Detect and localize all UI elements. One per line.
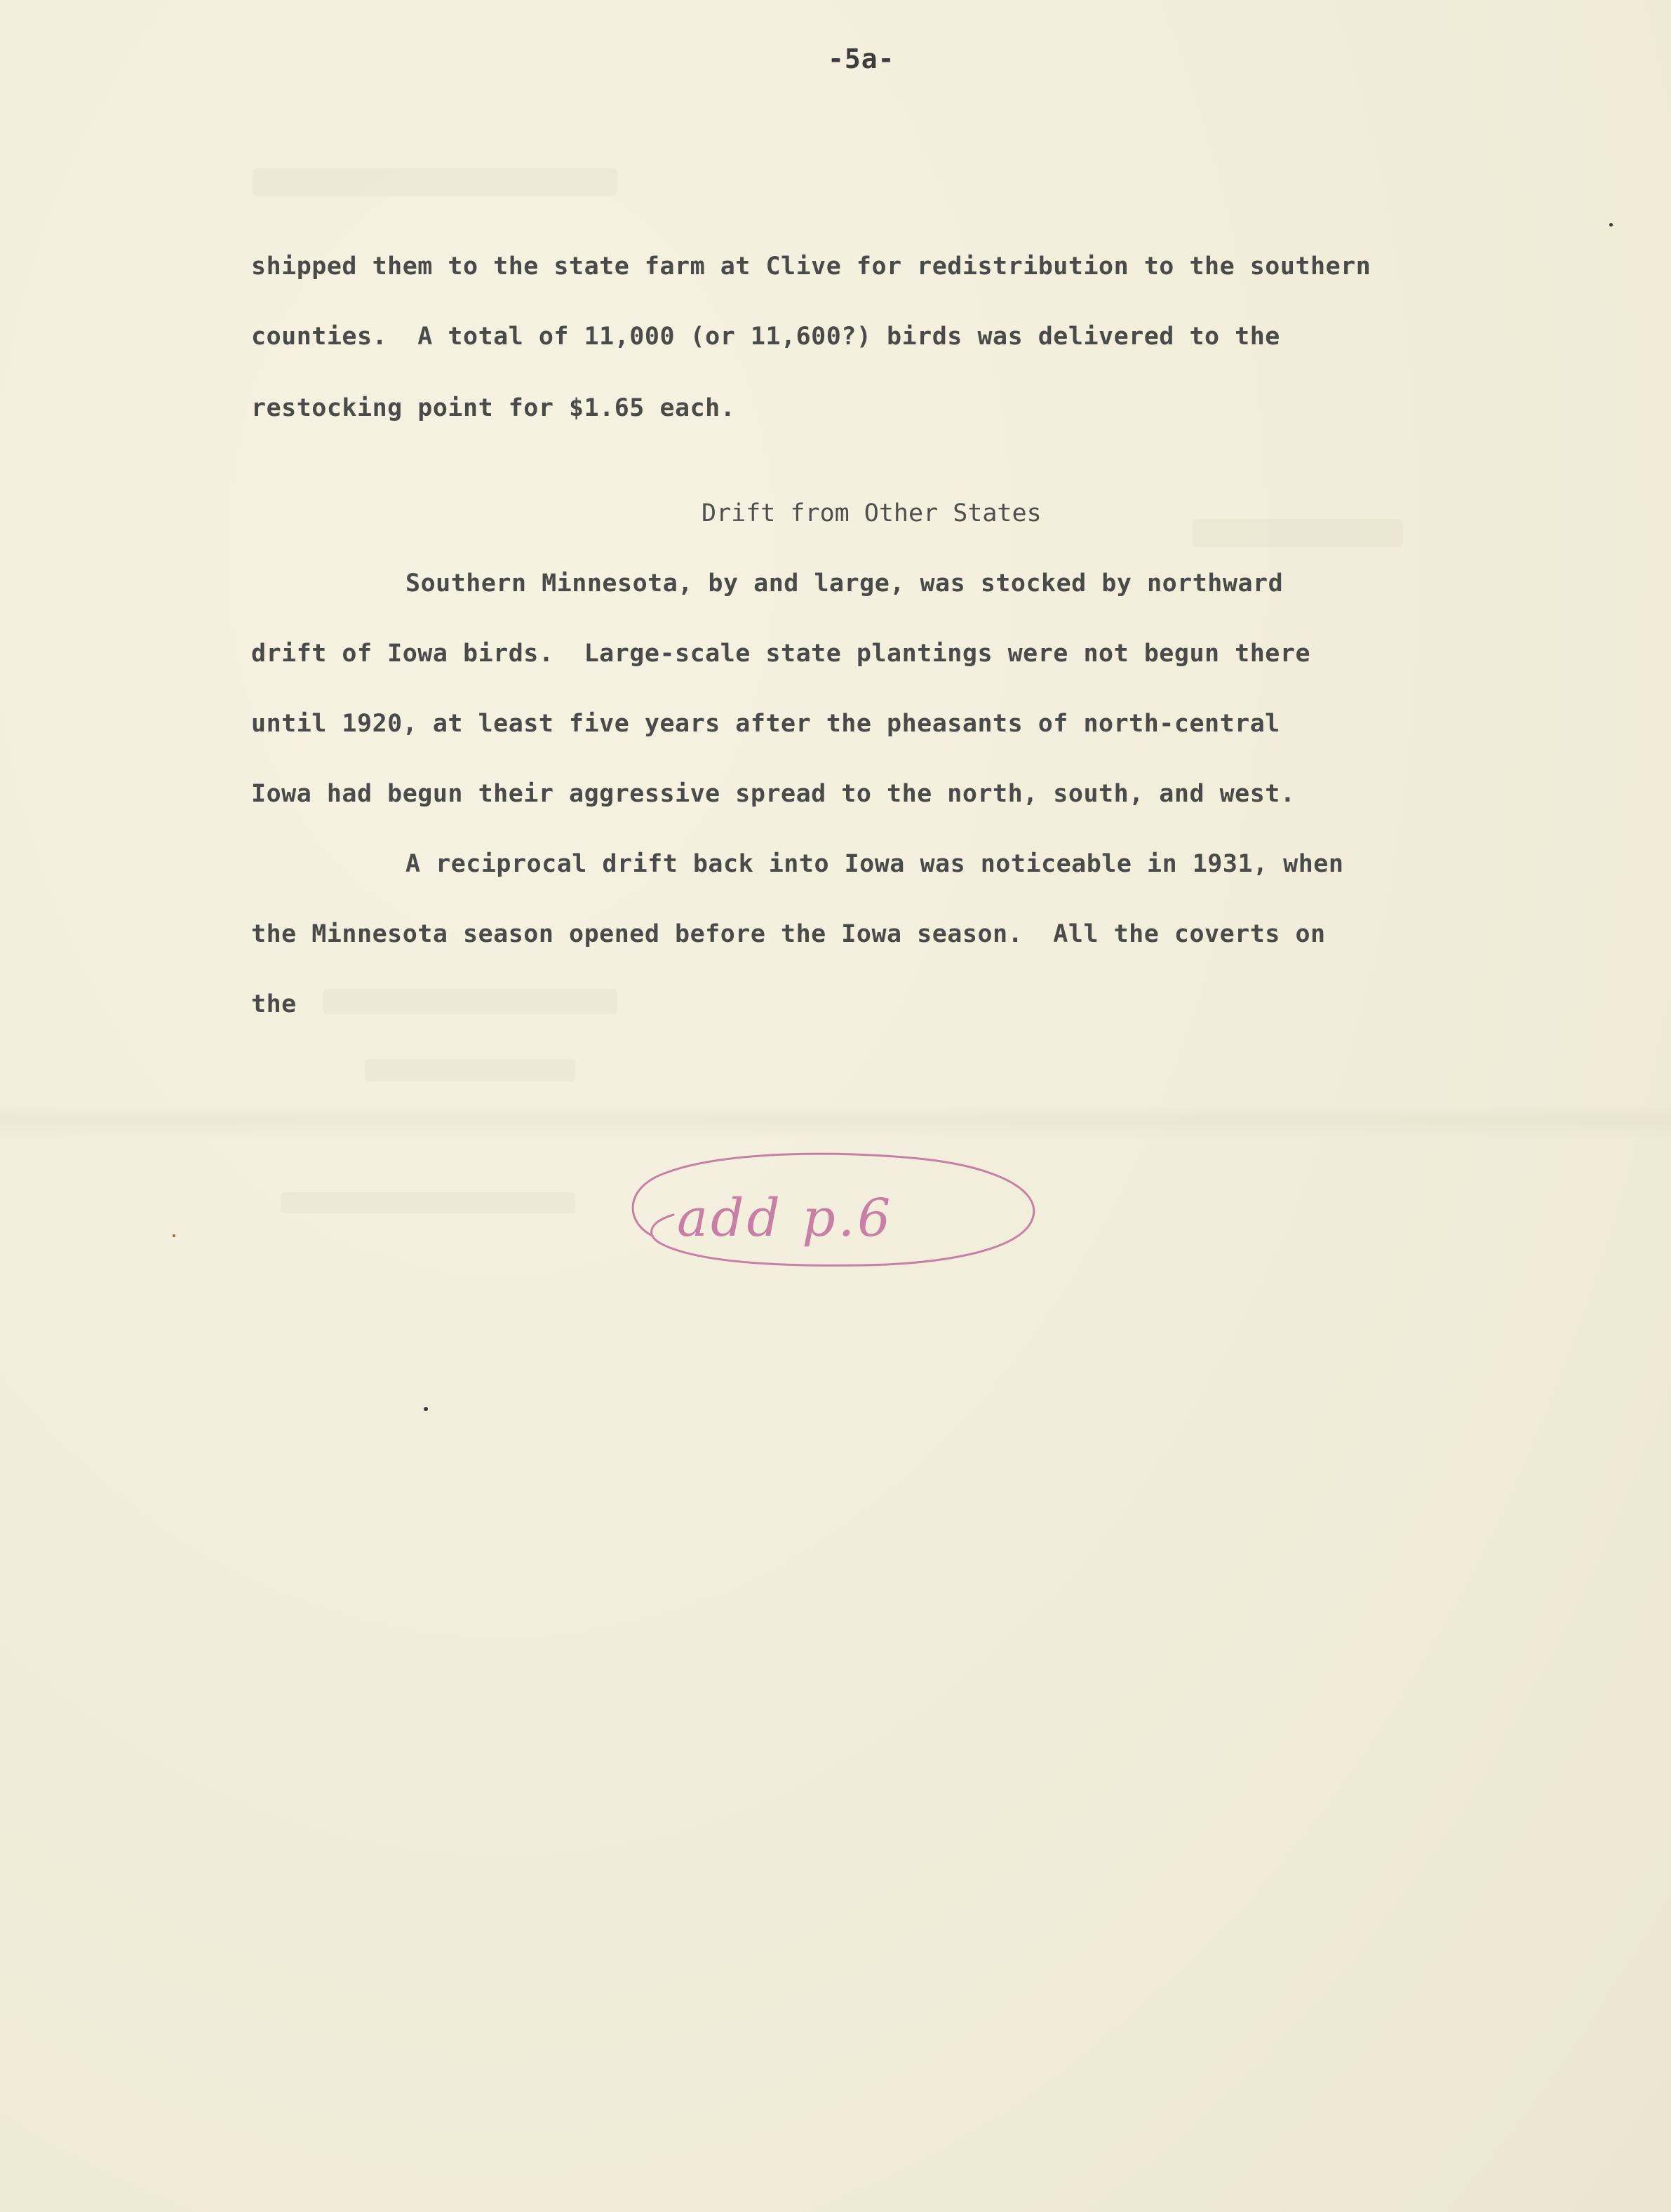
text-line: restocking point for $1.65 each. <box>251 394 736 422</box>
bleed-through-mark <box>1193 519 1403 547</box>
bleed-through-mark <box>281 1192 575 1213</box>
text-line: drift of Iowa birds. Large-scale state plantings were not begun there <box>251 640 1311 668</box>
annotation-text: add p.6 <box>677 1188 894 1248</box>
section-heading: Drift from Other States <box>702 499 1042 527</box>
text-line: Southern Minnesota, by and large, was stocked by northward <box>405 569 1284 598</box>
text-line: counties. A total of 11,000 (or 11,600?) birds was delivered to the <box>251 323 1280 351</box>
text-line: the Minnesota season opened before the Iowa season. All the coverts on <box>251 920 1326 948</box>
ink-speck <box>1609 223 1613 227</box>
handwritten-annotation <box>610 1145 1045 1285</box>
text-line: until 1920, at least five years after the pheasants of north-central <box>251 710 1280 738</box>
ink-speck <box>424 1407 428 1411</box>
page-number: -5a- <box>828 43 895 74</box>
ink-speck <box>173 1234 175 1237</box>
bleed-through-mark <box>323 989 617 1014</box>
text-line: A reciprocal drift back into Iowa was noticeable in 1931, when <box>405 850 1344 878</box>
text-line: shipped them to the state farm at Clive for redistribution to the southern <box>251 252 1371 281</box>
bleed-through-mark <box>253 168 617 196</box>
text-line: Iowa had begun their aggressive spread to the north, south, and west. <box>251 780 1296 808</box>
bleed-through-mark <box>365 1059 575 1081</box>
text-line: the <box>251 990 297 1018</box>
